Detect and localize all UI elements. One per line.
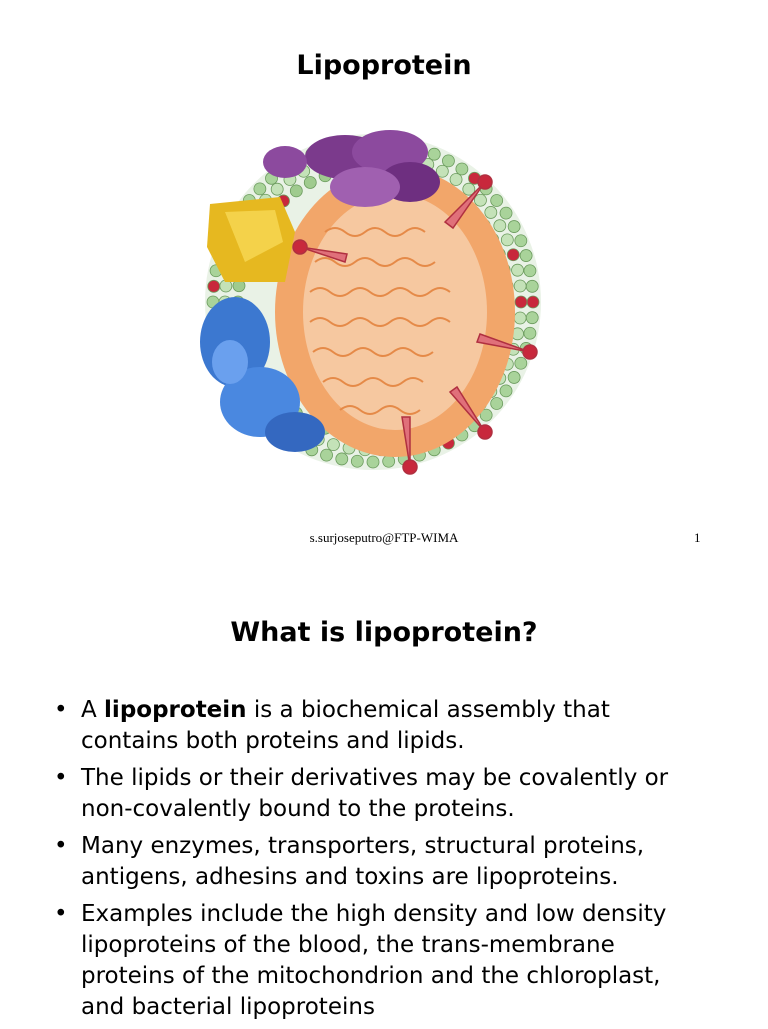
lipoprotein-particle-illustration	[185, 112, 555, 482]
phospholipid-head	[507, 249, 519, 261]
phospholipid-head	[526, 280, 538, 292]
phospholipid-head	[514, 312, 526, 324]
phospholipid-head	[485, 206, 497, 218]
bullet-item: • Examples include the high density and low density lipoproteins of the blood, the trans-membrane proteins of the mitochondrion and the chloroplast, and bacterial lipoproteins	[54, 901, 667, 1020]
phospholipid-head	[450, 174, 462, 186]
bullet-item: • The lipids or their derivatives may be covalently or non-covalently bound to the proteins.	[54, 765, 669, 822]
phospholipid-head	[367, 456, 379, 468]
phospholipid-head	[442, 155, 454, 167]
bullet-icon: •	[54, 901, 68, 927]
phospholipid-head	[491, 398, 503, 410]
phospholipid-head	[208, 280, 220, 292]
bullet-icon: •	[54, 833, 68, 859]
phospholipid-head	[271, 183, 283, 195]
phospholipid-head	[515, 235, 527, 247]
slide-title: What is lipoprotein?	[230, 617, 538, 648]
phospholipid-head	[524, 327, 536, 339]
phospholipid-head	[428, 148, 440, 160]
phospholipid-head	[383, 455, 395, 467]
apoprotein-yellow	[207, 197, 295, 282]
bullet-icon: •	[54, 765, 68, 791]
phospholipid-head	[527, 296, 539, 308]
phospholipid-head	[474, 194, 486, 206]
phospholipid-head	[508, 371, 520, 383]
bold-term: lipoprotein	[104, 697, 247, 723]
bullet-item: • Many enzymes, transporters, structural proteins, antigens, adhesins and toxins are lipoproteins.	[54, 833, 645, 890]
phospholipid-head	[501, 234, 513, 246]
phospholipid-head	[512, 264, 524, 276]
slide-title: Lipoprotein	[296, 50, 472, 81]
phospholipid-head	[500, 207, 512, 219]
phospholipid-head	[526, 312, 538, 324]
phospholipid-head	[515, 296, 527, 308]
phospholipid-head	[491, 194, 503, 206]
phospholipid-head	[456, 163, 468, 175]
phospholipid-head	[514, 280, 526, 292]
phospholipid-head	[515, 357, 527, 369]
phospholipid-head	[520, 250, 532, 262]
phospholipid-head	[321, 449, 333, 461]
slide-footer: s.surjoseputro@FTP-WIMA	[309, 530, 459, 545]
page-number: 1	[694, 530, 701, 545]
phospholipid-head	[494, 220, 506, 232]
phospholipid-head	[336, 453, 348, 465]
phospholipid-head	[508, 221, 520, 233]
bullet-item: • A lipoprotein is a biochemical assembly that contains both proteins and lipids.	[54, 697, 610, 754]
phospholipid-head	[500, 385, 512, 397]
phospholipid-head	[524, 265, 536, 277]
phospholipid-head	[290, 185, 302, 197]
bullet-list	[54, 695, 694, 1029]
phospholipid-head	[254, 183, 266, 195]
slide-2	[0, 575, 768, 1024]
phospholipid-head	[304, 176, 316, 188]
phospholipid-head	[351, 455, 363, 467]
bullet-icon: •	[54, 697, 68, 723]
phospholipid-head	[327, 439, 339, 451]
